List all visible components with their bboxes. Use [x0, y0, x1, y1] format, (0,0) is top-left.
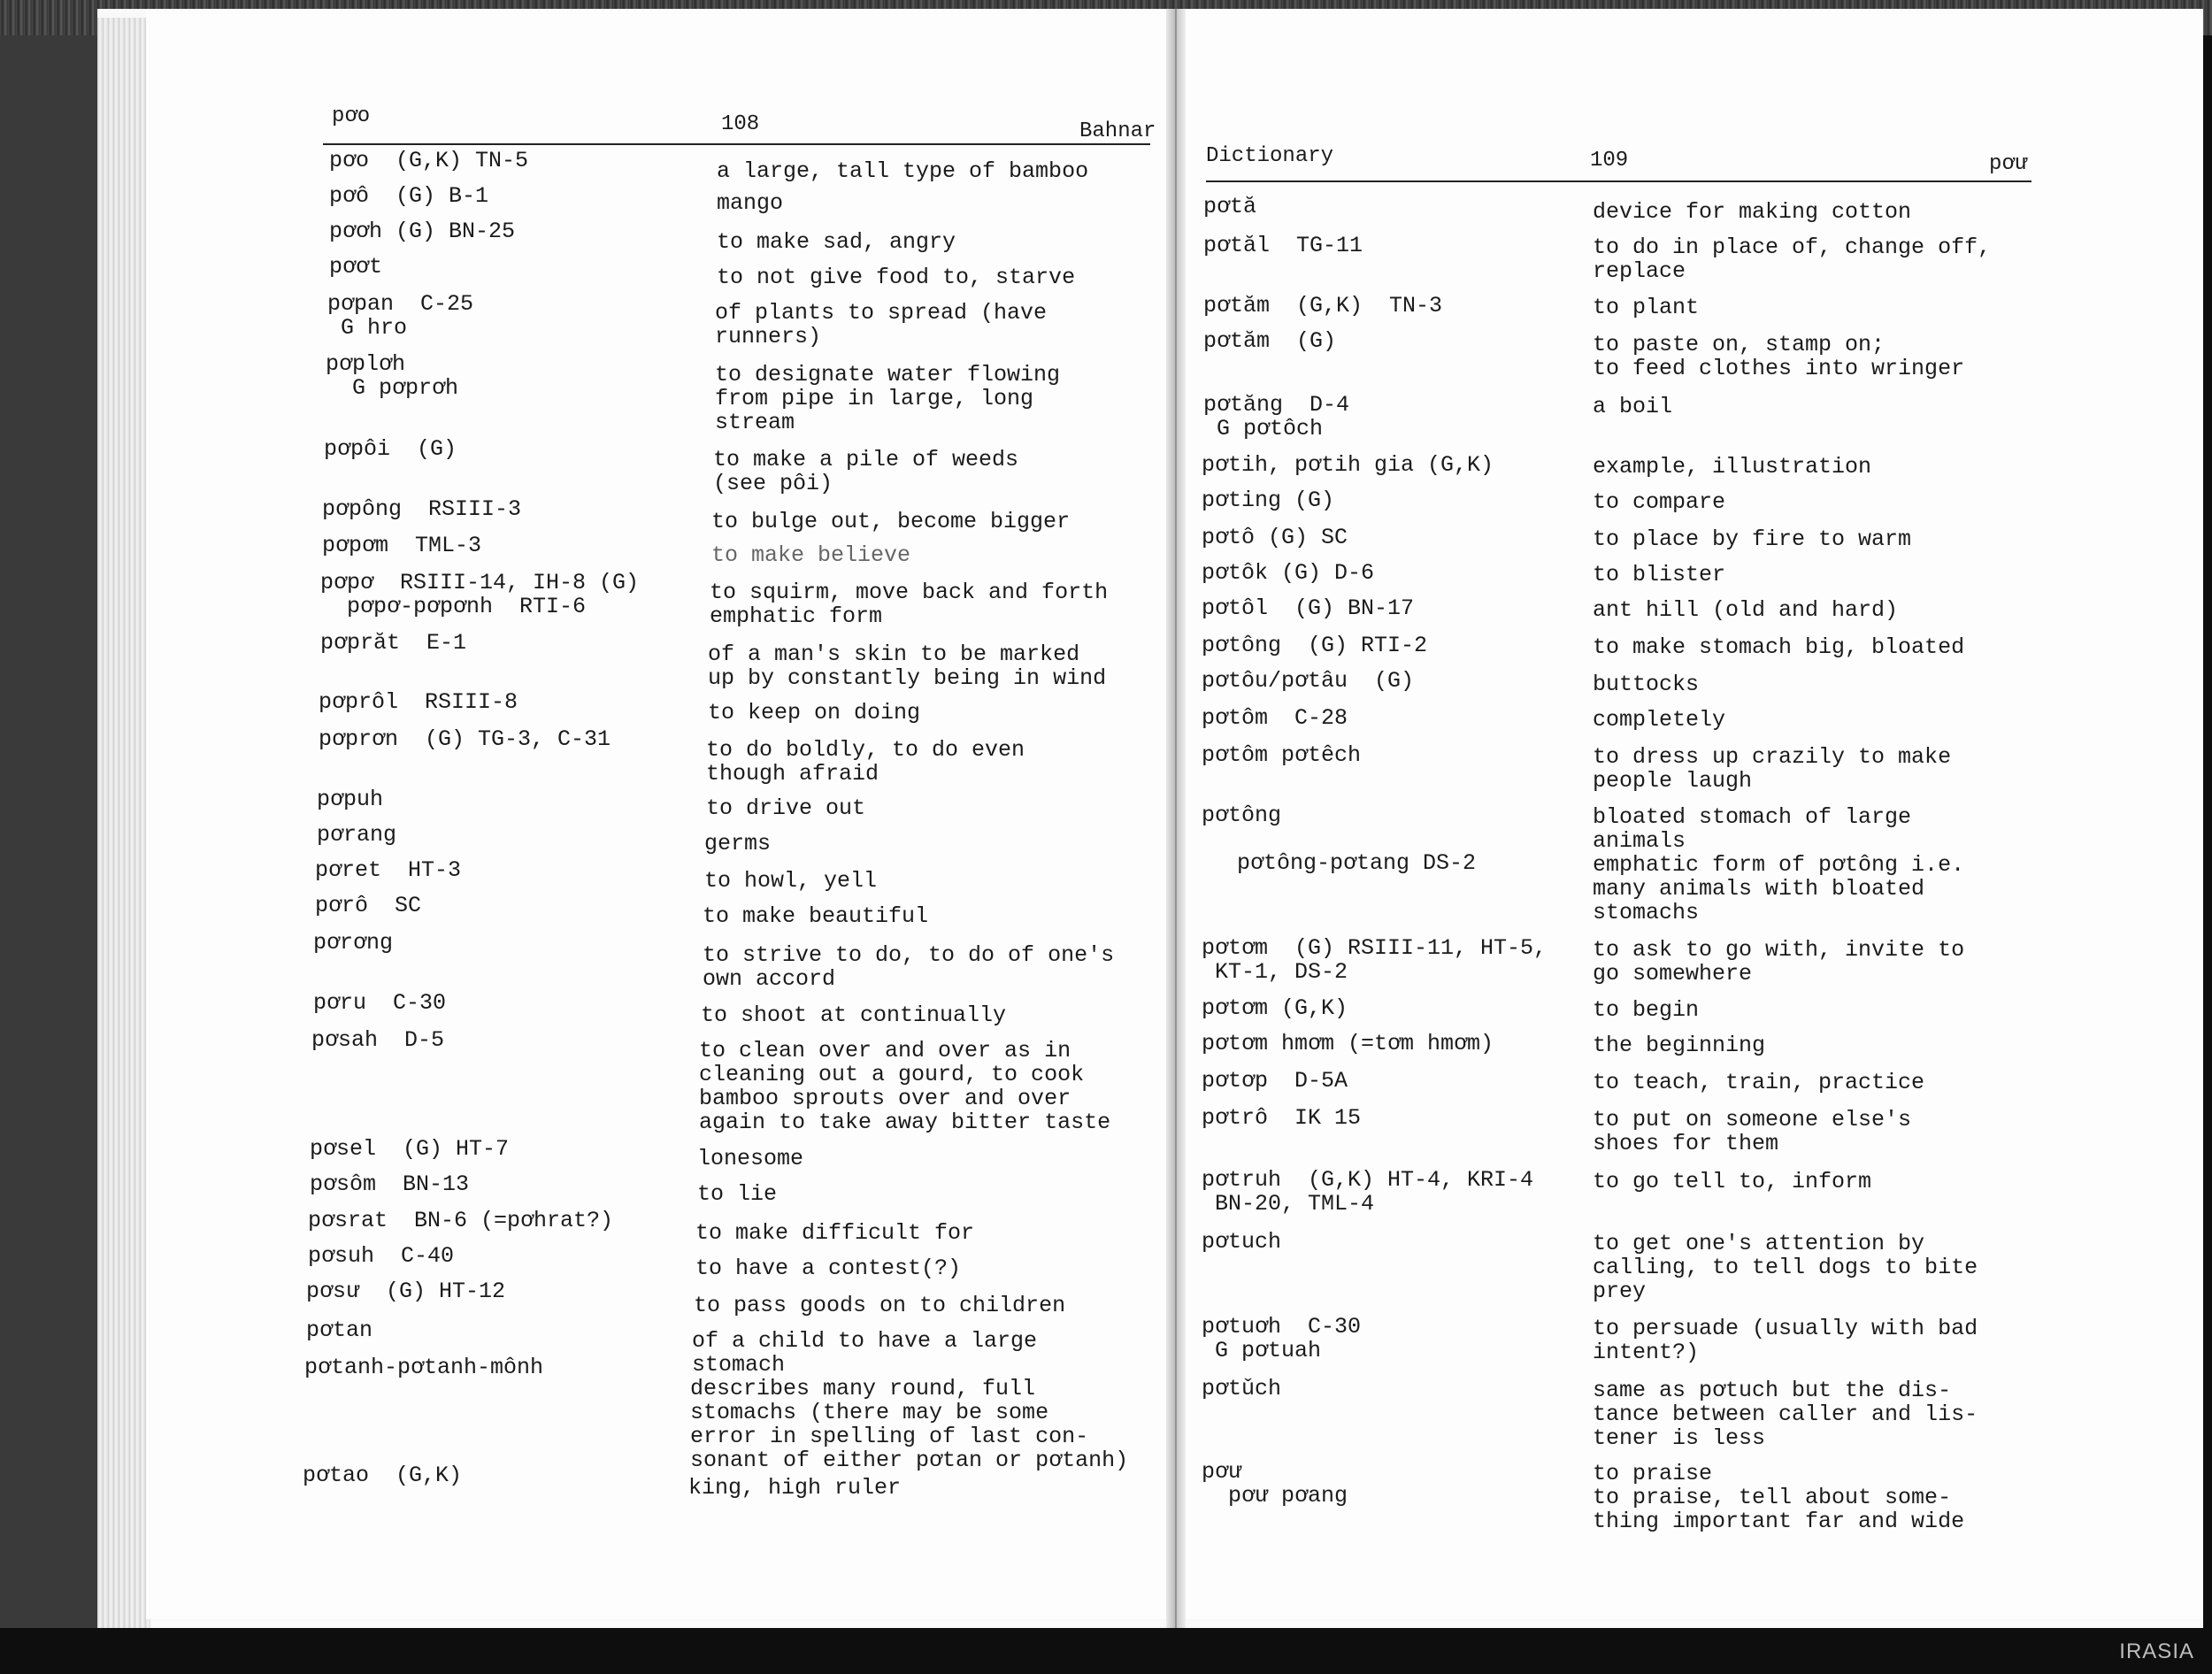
entry-definition: to make beautiful [703, 903, 929, 929]
entry-definition: to have a contest(?) [695, 1256, 962, 1281]
entry-definition: to make sad, angry [717, 229, 956, 255]
entry-headword: pơrơng [313, 930, 394, 956]
entry-headword: pơtuch [1202, 1229, 1282, 1255]
entry-headword: pơtô (G) SC [1202, 525, 1348, 550]
entry-headword: pơtông (G) RTI-2 [1202, 633, 1428, 658]
entry-headword: pơsah D-5 [311, 1027, 445, 1053]
right-header-title: Dictionary [1206, 144, 1334, 168]
entry-definition: to compare [1593, 489, 1726, 515]
entry-definition: to place by fire to warm [1593, 526, 1912, 552]
entry-headword: pơo (G,K) TN-5 [329, 148, 529, 173]
entry-headword: pơtuơh C-30 G pơtuah [1202, 1314, 1362, 1363]
left-header-rule [323, 143, 1150, 145]
entry-headword: pơpôi (G) [324, 436, 457, 462]
scan-bottom-band [0, 1628, 2212, 1674]
entry-headword: pơtơm (G) RSIII-11, HT-5, KT-1, DS-2 [1202, 935, 1548, 985]
entry-definition: king, high ruler [688, 1475, 902, 1501]
entry-definition: to shoot at continually [701, 1002, 1007, 1028]
entry-definition: to howl, yell [704, 868, 878, 894]
entry-headword: pơtôk (G) D-6 [1202, 560, 1375, 586]
entry-definition: to lie [697, 1181, 778, 1207]
entry-definition: to ask to go with, invite to go somewhere [1593, 937, 1965, 987]
entry-definition: to do boldly, to do even though afraid [706, 737, 1025, 787]
entry-headword: pơpông RSIII-3 [322, 496, 522, 522]
entry-definition: to persuade (usually with bad intent?) [1593, 1316, 1978, 1365]
right-page-number: 109 [1590, 149, 1629, 173]
entry-definition: to begin [1593, 997, 1700, 1023]
entry-headword: pơru C-30 [313, 990, 447, 1016]
entry-definition: to make stomach big, bloated [1593, 634, 1965, 660]
entry-headword: pơtruh (G,K) HT-4, KRI-4 BN-20, TML-4 [1202, 1167, 1534, 1217]
entry-headword: pơprôl RSIII-8 [319, 689, 518, 715]
entry-headword: pơret HT-3 [315, 857, 462, 883]
entry-definition: to blister [1593, 562, 1726, 587]
entry-headword: pơtă [1203, 194, 1257, 219]
entry-headword: pơplơh G pơprơh [326, 351, 459, 401]
entry-headword: pơtơm hmơm (=tơm hmơm) [1202, 1031, 1494, 1056]
entry-definition: bloated stomach of large animals [1593, 804, 1912, 854]
entry-definition: example, illustration [1593, 454, 1872, 480]
entry-definition: describes many round, full stomachs (there may be some error in spelling of last con- sonant of either pơtan or pơtanh) [690, 1376, 1129, 1473]
entry-headword: pơtan [306, 1317, 373, 1343]
entry-definition: lonesome [697, 1146, 804, 1171]
left-running-head: pơo [332, 104, 371, 128]
entry-definition: of a child to have a large stomach [692, 1328, 1038, 1378]
entry-headword: pơô (G) B-1 [329, 183, 489, 209]
entry-headword: pơrô SC [315, 893, 422, 918]
entry-definition: to drive out [706, 795, 866, 821]
entry-headword: pơsuh C-40 [308, 1243, 455, 1269]
entry-definition: to get one's attention by calling, to tell dogs to bite prey [1593, 1231, 1978, 1304]
entry-definition: ant hill (old and hard) [1593, 597, 1899, 623]
archive-watermark: IRASIA [2119, 1639, 2194, 1663]
entry-headword: pơtôu/pơtâu (G) [1202, 668, 1415, 694]
entry-definition: of plants to spread (have runners) [715, 300, 1048, 349]
entry-definition: to make difficult for [695, 1220, 975, 1246]
entry-definition: a boil [1593, 394, 1673, 419]
entry-headword: pơtăng D-4 G pơtôch [1203, 392, 1350, 442]
entry-definition: mango [717, 190, 784, 216]
entry-definition: buttocks [1593, 672, 1700, 697]
entry-headword: pơtih, pơtih gia (G,K) [1202, 452, 1494, 478]
entry-definition: to make a pile of weeds (see pôi) [713, 447, 1019, 496]
entry-definition: to put on someone else's shoes for them [1593, 1107, 1912, 1156]
entry-definition: same as pơtuch but the dis- tance between caller and lis- tener is less [1593, 1378, 1978, 1451]
entry-definition: to clean over and over as in cleaning out a gourd, to cook bamboo sprouts over and over again to take away bitter taste [699, 1038, 1111, 1135]
entry-headword: pơơh (G) BN-25 [329, 219, 516, 244]
entry-headword: pơtôm pơtêch [1202, 742, 1362, 768]
entry-headword: pơtăm (G) [1203, 328, 1337, 354]
entry-headword: pơư pơư pơang [1202, 1459, 1348, 1509]
entry-definition: the beginning [1593, 1033, 1766, 1058]
entry-headword: pơpơ RSIII-14, IH-8 (G) pơpơ-pơpơnh RTI-6 [320, 570, 640, 619]
entry-headword: pơtôl (G) BN-17 [1202, 595, 1415, 621]
entry-definition: to plant [1593, 295, 1700, 320]
entry-definition: completely [1593, 707, 1726, 733]
entry-definition: germs [704, 831, 772, 856]
entry-definition: to squirm, move back and forth emphatic form [710, 580, 1109, 629]
entry-definition: to make believe [711, 542, 911, 568]
entry-definition: to go tell to, inform [1593, 1169, 1872, 1194]
entry-definition: to not give food to, starve [717, 265, 1076, 290]
scan-left-edge [0, 35, 106, 1628]
entry-headword: pơơt [329, 254, 383, 280]
entry-headword: pơting (G) [1202, 488, 1335, 513]
entry-headword: pơtrô IK 15 [1202, 1105, 1362, 1131]
entry-headword: pơtanh-pơtanh-mônh [304, 1355, 544, 1380]
entry-headword: pơtǔch [1202, 1376, 1282, 1401]
entry-headword: pơsôm BN-13 [310, 1171, 470, 1197]
entry-headword: pơpuh [317, 787, 384, 812]
entry-headword: pơsrat BN-6 (=pơhrat?) [308, 1208, 614, 1233]
entry-headword: pơsel (G) HT-7 [310, 1136, 510, 1162]
right-header-rule [1206, 180, 2032, 182]
entry-headword: pơtăm (G,K) TN-3 [1203, 293, 1443, 319]
entry-headword: pơrang [317, 822, 397, 848]
entry-definition: to designate water flowing from pipe in large, long stream [715, 362, 1061, 435]
entry-definition: emphatic form of pơtông i.e. many animals with bloated stomachs [1593, 852, 1965, 925]
entry-definition: to paste on, stamp on; to feed clothes into wringer [1593, 332, 1965, 381]
left-header-title: Bahnar [1079, 119, 1156, 143]
entry-headword: pơtăl TG-11 [1203, 233, 1363, 258]
entry-definition: to keep on doing [708, 700, 921, 726]
entry-headword: pơsư (G) HT-12 [306, 1279, 506, 1304]
entry-headword: pơprơn (G) TG-3, C-31 [319, 726, 611, 752]
entry-definition: of a man's skin to be marked up by constantly being in wind [708, 641, 1107, 691]
entry-headword: pơtơp D-5A [1202, 1068, 1348, 1094]
entry-headword: pơtao (G,K) [303, 1463, 463, 1488]
page-edges [97, 18, 150, 1628]
entry-definition: to pass goods on to children [694, 1293, 1066, 1318]
book-gutter [1166, 9, 1186, 1628]
entry-headword: pơpơm TML-3 [322, 533, 482, 558]
entry-headword: pơtơm (G,K) [1202, 995, 1348, 1021]
entry-definition: to strive to do, to do of one's own accord [703, 942, 1115, 992]
entry-definition: device for making cotton [1593, 199, 1912, 225]
entry-definition: to dress up crazily to make people laugh [1593, 744, 1952, 794]
entry-headword: pơtông [1202, 802, 1282, 828]
entry-headword: pơpan C-25 G hro [327, 291, 474, 341]
entry-headword: pơtông-pơtang DS-2 [1210, 850, 1477, 876]
entry-definition: to teach, train, practice [1593, 1070, 1925, 1095]
entry-headword: pơtôm C-28 [1202, 705, 1348, 731]
entry-headword: pơprăt E-1 [320, 630, 467, 656]
entry-definition: to bulge out, become bigger [711, 509, 1071, 534]
right-running-head: pơư [1989, 152, 2028, 176]
left-page-number: 108 [721, 112, 760, 136]
entry-definition: a large, tall type of bamboo [717, 158, 1089, 184]
entry-definition: to praise to praise, tell about some- thing important far and wide [1593, 1461, 1965, 1534]
entry-definition: to do in place of, change off, replace [1593, 234, 1992, 284]
